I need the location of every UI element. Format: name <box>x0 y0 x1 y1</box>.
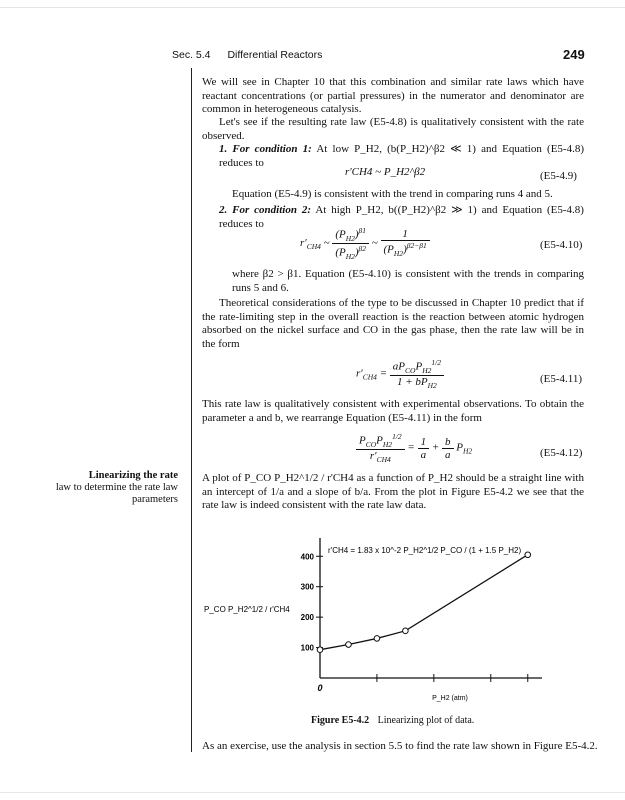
rate-law-annotation: r'CH4 = 1.83 x 10^-2 P_H2^1/2 P_CO / (1 + 1.5 P_H2) <box>328 546 522 555</box>
equation-e5-4-11: $r'_{CH4}$ = $\frac{aP_{CO}P_{H2}^{1/2}}{1 + bP_{H2}}$ <box>356 358 444 390</box>
paragraph-7: A plot of P_CO P_H2^1/2 / r'CH4 as a function of P_H2 should be a straight line with an intercept of 1/a and a slope of b/a. From the plot in Figure E5-4.2 we see that the rate law is indeed consistent with the rate law data. <box>202 472 584 512</box>
condition-2-text: At high P_H2, b((P_H2)^β2 ≫ 1) and Equation (E5-4.8) reduces to <box>219 204 584 230</box>
data-point-3 <box>403 628 409 634</box>
closing-line: As an exercise, use the analysis in section 5.5 to find the rate law shown in Figure E5-4.2. <box>202 740 598 752</box>
page-bottom-border <box>0 792 625 793</box>
paragraph-4: where β2 > β1. Equation (E5-4.10) is consistent with the trends in comparing runs 5 and 6. <box>232 268 584 294</box>
data-point-4 <box>525 552 531 558</box>
equation-e5-4-9 <box>345 166 425 178</box>
figure-caption <box>311 715 474 726</box>
series-line <box>320 555 528 650</box>
y-tick-label-3: 400 <box>300 552 314 562</box>
data-series <box>317 552 530 653</box>
y-axis-label: P_CO P_H2^1/2 / r'CH4 <box>204 605 290 614</box>
data-point-0 <box>317 647 323 653</box>
equation-e5-4-12: $\frac{P_{CO}P_{H2}^{1/2}}{r'_{CH4}}$ = $\frac{1}{a}$ + $\frac{b}{a}$ $P_{H2}$ <box>356 432 472 464</box>
running-header <box>172 49 322 61</box>
condition-1-label: 1. For condition 1: <box>219 143 312 155</box>
section-title: Differential Reactors <box>227 49 323 61</box>
page-top-border <box>0 7 625 8</box>
paragraph-5: Theoretical considerations of the type to be discussed in Chapter 10 predict that if the rate-limiting step in the overall reaction is the reaction between atomic hydrogen absorbed on the nickel surface and CO in the gas phase, then the rate law will be in the form <box>202 297 584 350</box>
figure-label: Figure E5-4.2 <box>311 715 370 726</box>
y-tick-label-1: 200 <box>300 613 314 623</box>
margin-note <box>44 470 178 506</box>
data-point-1 <box>346 642 352 648</box>
equation-e5-4-9-number: (E5-4.9) <box>540 170 577 182</box>
equation-e5-4-12-number: (E5-4.12) <box>540 447 583 459</box>
margin-rule <box>191 68 192 752</box>
x-axis-label: P_H2 (atm) <box>432 695 468 702</box>
paragraph-1: We will see in Chapter 10 that this combination and similar rate laws which have reactant concentrations (or partial pressures) in the numerator and denominator are common in heterogeneous catalysis. <box>202 76 584 116</box>
y-tick-label-0: 100 <box>300 643 314 653</box>
equation-e5-4-11-number: (E5-4.11) <box>540 373 583 385</box>
paragraph-3: Equation (E5-4.9) is consistent with the trend in comparing runs 4 and 5. <box>232 188 553 200</box>
condition-1-text: At low P_H2, (b(P_H2)^β2 ≪ 1) and Equation (E5-4.8) reduces to <box>219 143 584 169</box>
data-point-2 <box>374 636 380 642</box>
paragraph-6: This rate law is qualitatively consistent with experimental observations. To obtain the parameter a and b, we rearrange Equation (E5-4.11) in the form <box>202 398 584 424</box>
equation-e5-4-10: $r'_{CH4}$ ~ $\frac{(P_{H2})^{\beta 1}}{(P_{H2})^{\beta 2}}$ ~ $\frac{1}{(P_{H2})^{\beta 2-\beta 1}}$ <box>300 226 430 261</box>
condition-2-label: 2. For condition 2: <box>219 204 312 216</box>
section-number: Sec. 5.4 <box>172 49 211 61</box>
margin-note-bold: Linearizing the rate <box>88 470 178 481</box>
page-number: 249 <box>563 47 585 62</box>
figure-caption-text: Linearizing plot of data. <box>377 715 475 726</box>
x-origin-label: 0 <box>317 683 323 693</box>
linearizing-plot <box>200 528 560 708</box>
equation-e5-4-9-expr: r'CH4 ~ P_H2^β2 <box>345 166 426 178</box>
y-tick-label-2: 300 <box>300 582 314 592</box>
paragraph-2: Let's see if the resulting rate law (E5-4.8) is qualitatively consistent with the rate observed. <box>202 116 584 142</box>
equation-e5-4-10-number: (E5-4.10) <box>540 239 583 251</box>
margin-note-rest: law to determine the rate law parameters <box>55 482 178 505</box>
